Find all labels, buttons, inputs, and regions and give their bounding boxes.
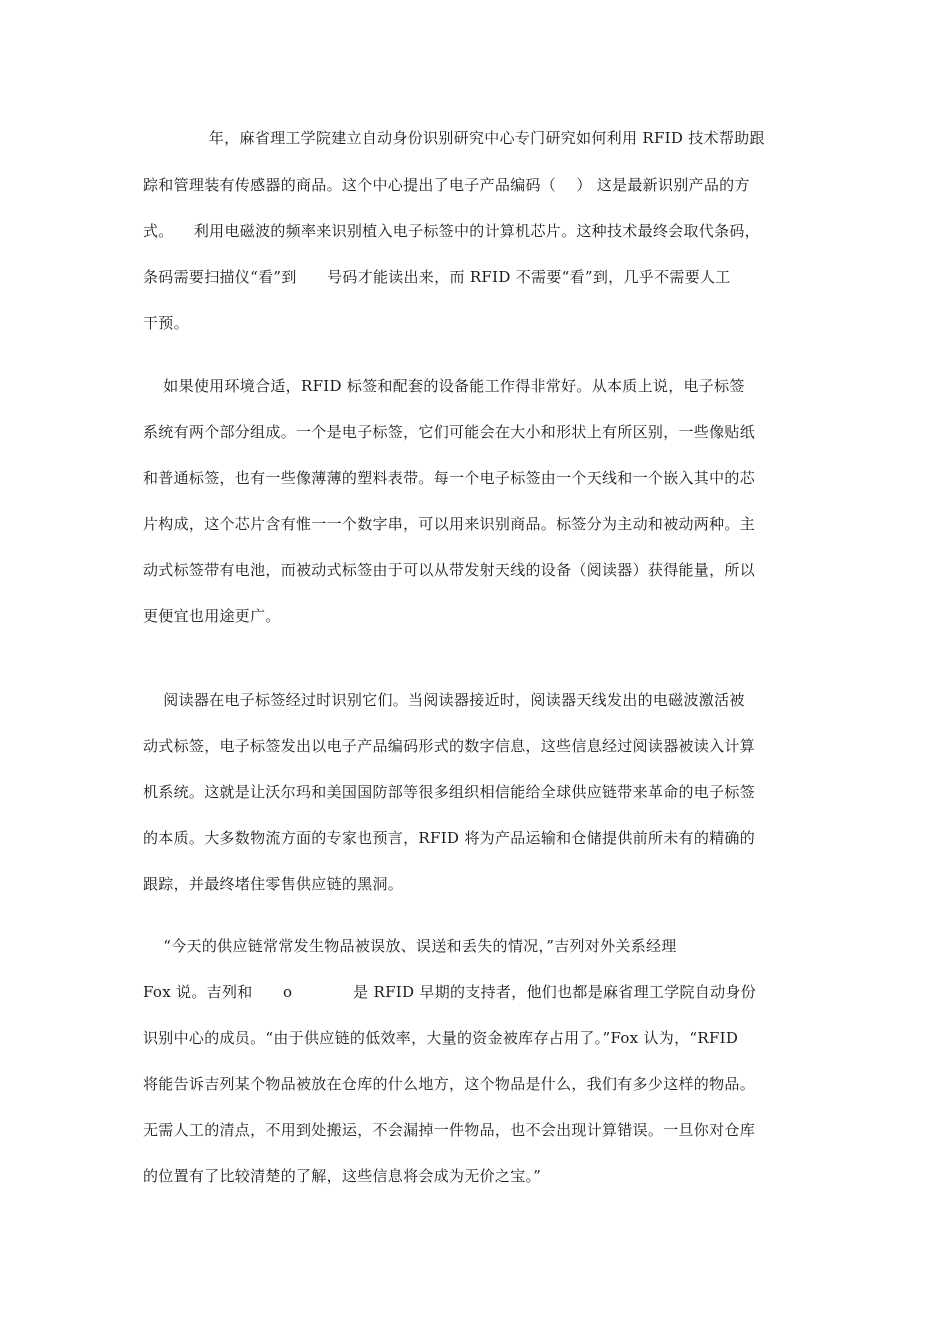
text-line: 干预。 xyxy=(143,314,189,332)
text-line: 年，麻省理工学院建立自动身份识别研究中心专门研究如何利用 RFID 技术帮助跟 xyxy=(143,129,765,147)
text-line: 识别中心的成员。“由于供应链的低效率，大量的资金被库存占用了。”Fox 认为，“RFID xyxy=(143,1029,739,1047)
text-line: 机系统。这就是让沃尔玛和美国国防部等很多组织相信能给全球供应链带来革命的电子标签 xyxy=(143,783,756,801)
text-line: “今天的供应链常常发生物品被误放、误送和丢失的情况，”吉列对外关系经理 xyxy=(143,937,677,955)
text-line: 更便宜也用途更广。 xyxy=(143,607,281,625)
text-line: 的本质。大多数物流方面的专家也预言，RFID 将为产品运输和仓储提供前所未有的精确的 xyxy=(143,829,756,847)
text-line: 动式标签带有电池，而被动式标签由于可以从带发射天线的设备（阅读器）获得能量，所以 xyxy=(143,561,756,579)
text-line: 动式标签，电子标签发出以电子产品编码形式的数字信息，这些信息经过阅读器被读入计算 xyxy=(143,737,756,755)
text-line: 踪和管理装有传感器的商品。这个中心提出了电子产品编码（ ） 这是最新识别产品的方 xyxy=(143,176,750,194)
text-line: 将能告诉吉列某个物品被放在仓库的什么地方，这个物品是什么，我们有多少这样的物品。 xyxy=(143,1075,756,1093)
text-line: 和普通标签，也有一些像薄薄的塑料表带。每一个电子标签由一个天线和一个嵌入其中的芯 xyxy=(143,469,756,487)
text-line: 式。 利用电磁波的频率来识别植入电子标签中的计算机芯片。这种技术最终会取代条码， xyxy=(143,222,760,240)
text-line: 无需人工的清点，不用到处搬运，不会漏掉一件物品，也不会出现计算错误。一旦你对仓库 xyxy=(143,1121,756,1139)
text-line: 条码需要扫描仪“看”到 号码才能读出来，而 RFID 不需要“看”到，几乎不需要人工 xyxy=(143,268,731,286)
text-line: Fox 说。吉列和 o 是 RFID 早期的支持者，他们也都是麻省理工学院自动身份 xyxy=(143,983,756,1001)
text-line: 如果使用环境合适，RFID 标签和配套的设备能工作得非常好。从本质上说，电子标签 xyxy=(143,377,745,395)
text-line: 阅读器在电子标签经过时识别它们。当阅读器接近时，阅读器天线发出的电磁波激活被 xyxy=(143,691,745,709)
text-line: 跟踪，并最终堵住零售供应链的黑洞。 xyxy=(143,875,404,893)
text-line: 系统有两个部分组成。一个是电子标签，它们可能会在大小和形状上有所区别，一些像贴纸 xyxy=(143,423,756,441)
text-line: 的位置有了比较清楚的了解，这些信息将会成为无价之宝。” xyxy=(143,1167,542,1185)
text-line: 片构成，这个芯片含有惟一一个数字串，可以用来识别商品。标签分为主动和被动两种。主 xyxy=(143,515,756,533)
